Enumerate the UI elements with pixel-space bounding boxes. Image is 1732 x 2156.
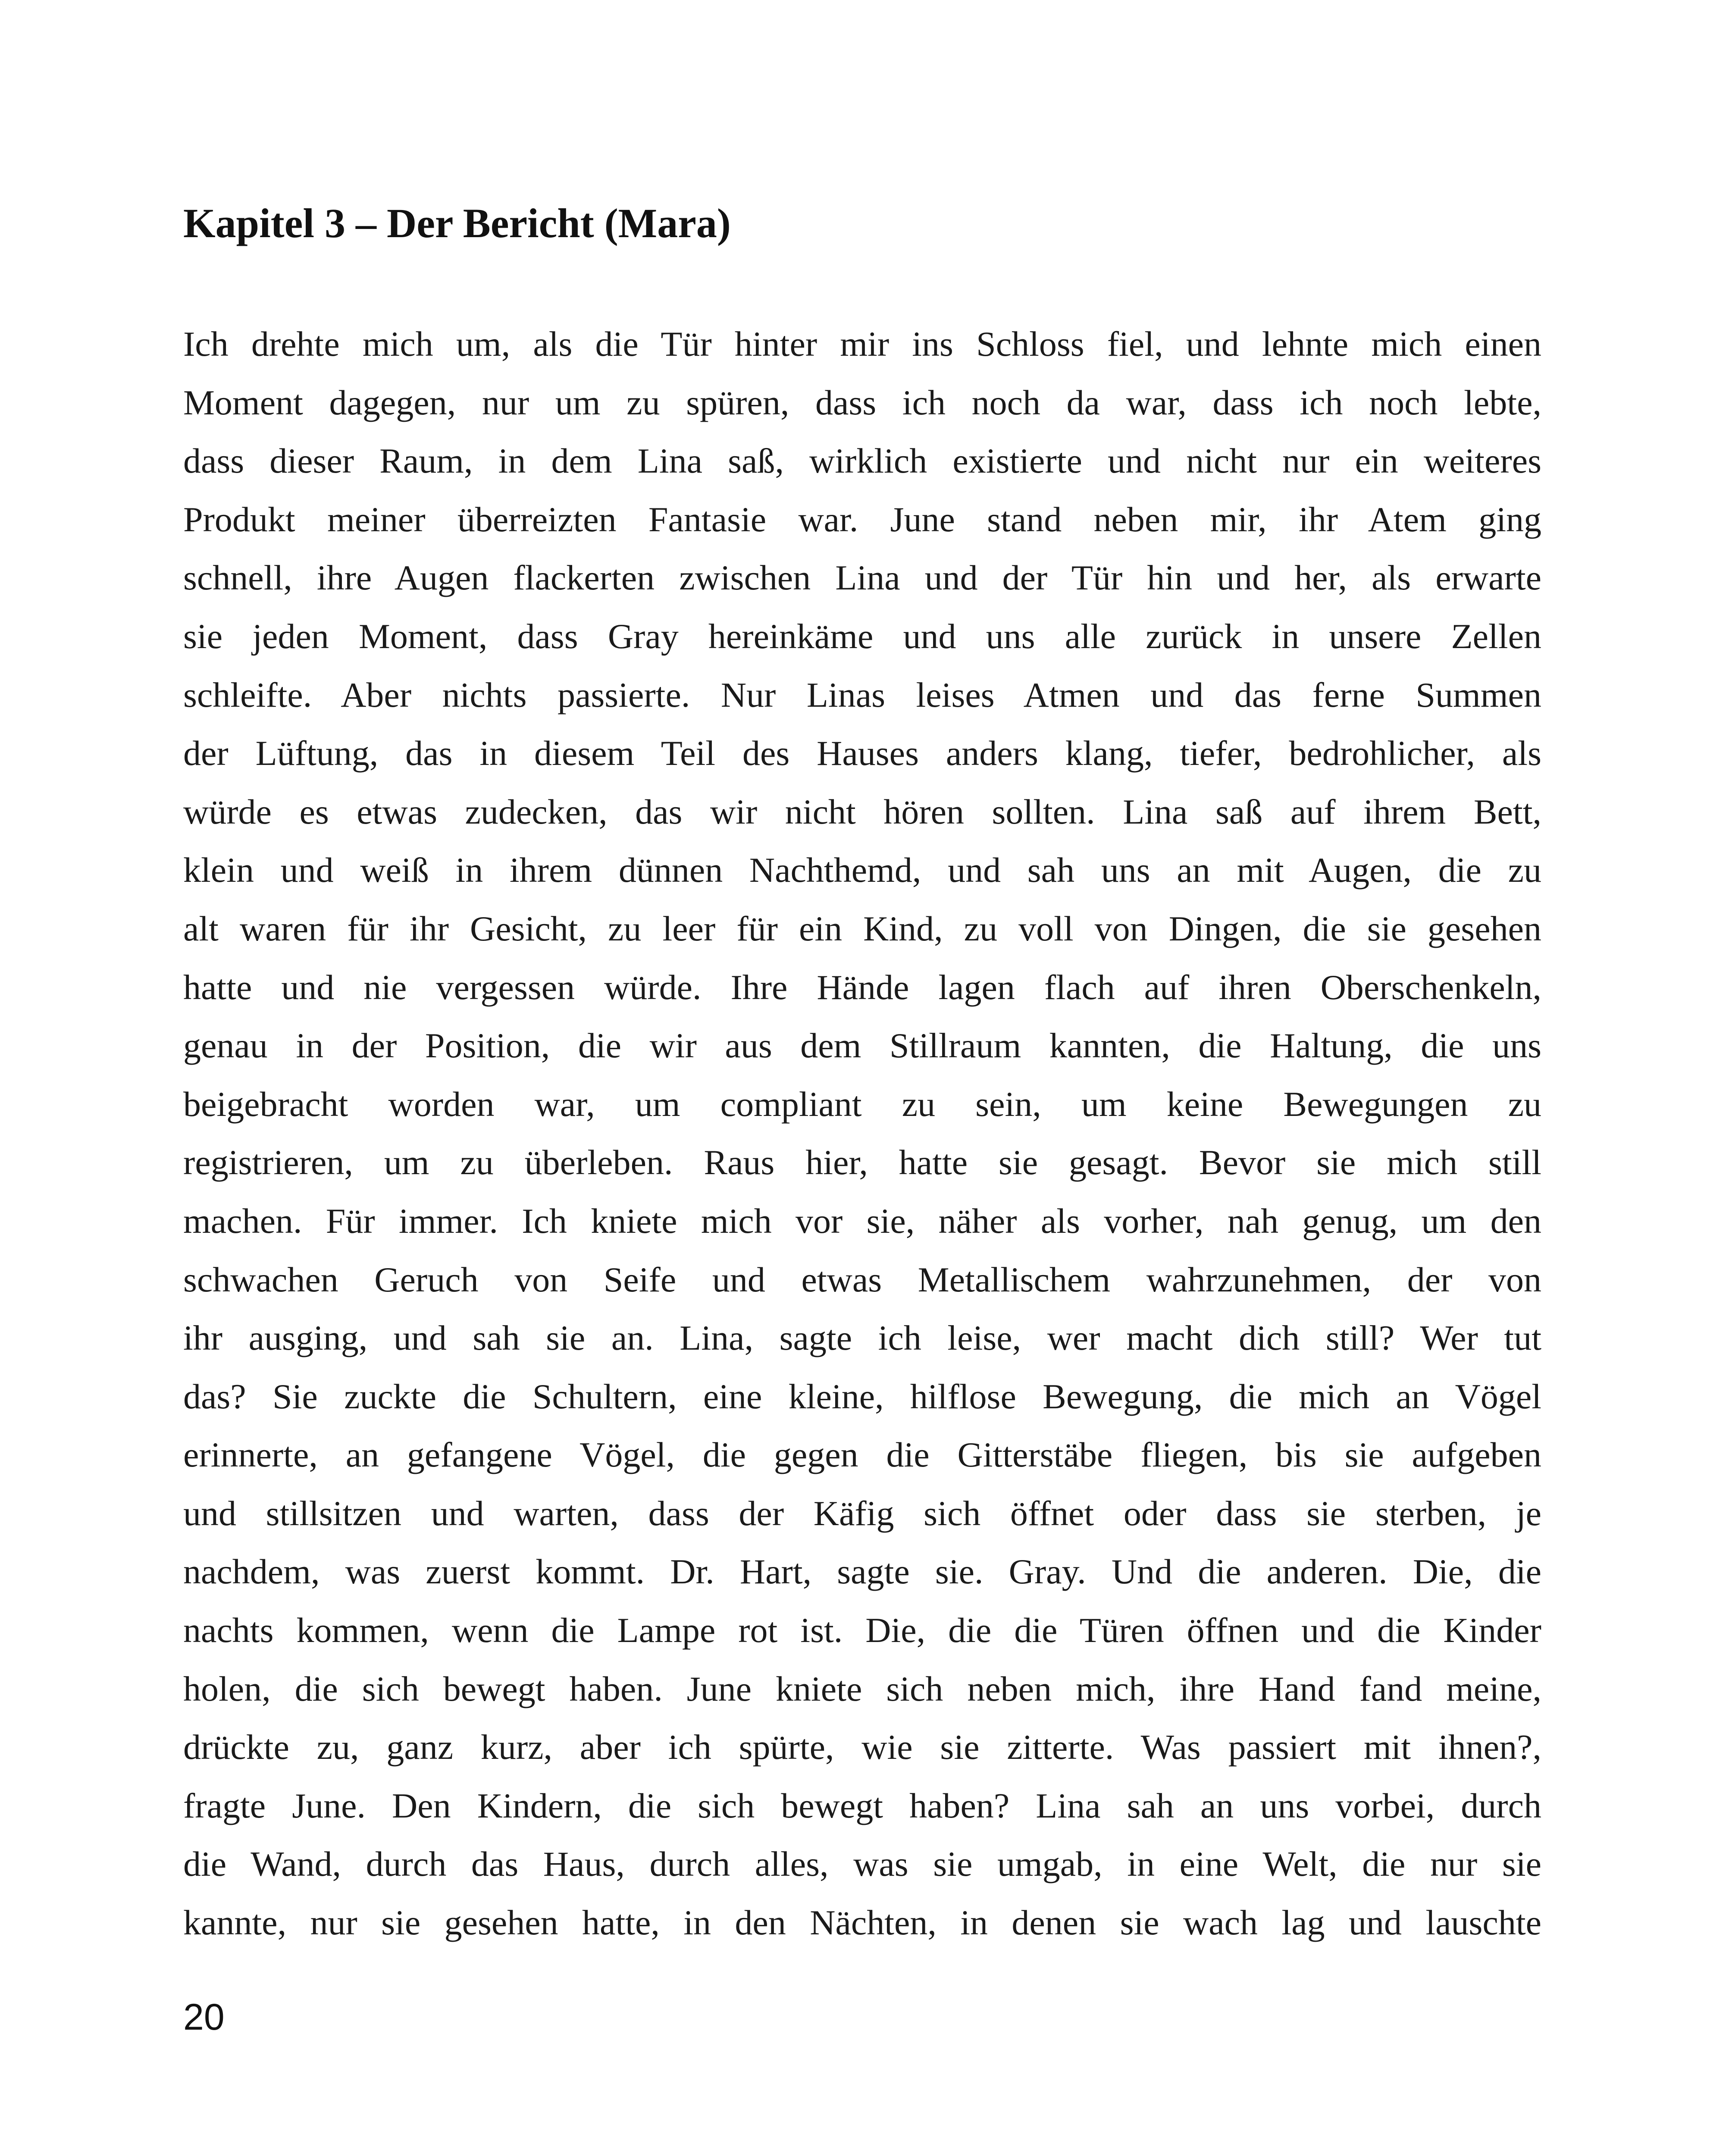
body-line: nachdem, was zuerst kommt. Dr. Hart, sagte sie. Gray. Und die anderen. Die, die <box>183 1552 1541 1592</box>
body-line: schleifte. Aber nichts passierte. Nur Linas leises Atmen und das ferne Summen <box>183 675 1541 714</box>
body-line: Moment dagegen, nur um zu spüren, dass ich noch da war, dass ich noch lebte, <box>183 382 1541 422</box>
page-number: 20 <box>183 1996 225 2038</box>
body-line: würde es etwas zudecken, das wir nicht hören sollten. Lina saß auf ihrem Bett, <box>183 792 1541 831</box>
body-line: registrieren, um zu überleben. Raus hier, hatte sie gesagt. Bevor sie mich still <box>183 1143 1541 1182</box>
body-line: Ich drehte mich um, als die Tür hinter mir ins Schloss fiel, und lehnte mich einen <box>183 324 1541 364</box>
body-line: klein und weiß in ihrem dünnen Nachthemd, und sah uns an mit Augen, die zu <box>183 850 1541 890</box>
body-line: alt waren für ihr Gesicht, zu leer für ein Kind, zu voll von Dingen, die sie gesehen <box>183 909 1541 948</box>
body-line: genau in der Position, die wir aus dem Stillraum kannten, die Haltung, die uns <box>183 1026 1541 1065</box>
body-line: fragte June. Den Kindern, die sich bewegt haben? Lina sah an uns vorbei, durch <box>183 1786 1541 1825</box>
body-line: das? Sie zuckte die Schultern, eine kleine, hilflose Bewegung, die mich an Vögel <box>183 1376 1541 1416</box>
body-line: machen. Für immer. Ich kniete mich vor sie, näher als vorher, nah genug, um den <box>183 1201 1541 1241</box>
body-line: die Wand, durch das Haus, durch alles, was sie umgab, in eine Welt, die nur sie <box>183 1844 1541 1884</box>
body-line: beigebracht worden war, um compliant zu sein, um keine Bewegungen zu <box>183 1084 1541 1124</box>
body-line: ihr ausging, und sah sie an. Lina, sagte ich leise, wer macht dich still? Wer tut <box>183 1318 1541 1358</box>
body-line: sie jeden Moment, dass Gray hereinkäme und uns alle zurück in unsere Zellen <box>183 616 1541 656</box>
body-line: dass dieser Raum, in dem Lina saß, wirklich existierte und nicht nur ein weiteres <box>183 441 1541 481</box>
body-line: Produkt meiner überreizten Fantasie war. June stand neben mir, ihr Atem ging <box>183 499 1541 539</box>
body-line: schnell, ihre Augen flackerten zwischen Lina und der Tür hin und her, als erwarte <box>183 558 1541 598</box>
body-line: drückte zu, ganz kurz, aber ich spürte, wie sie zitterte. Was passiert mit ihnen?, <box>183 1727 1541 1767</box>
body-line: holen, die sich bewegt haben. June kniete sich neben mich, ihre Hand fand meine, <box>183 1669 1541 1708</box>
body-line: und stillsitzen und warten, dass der Käfig sich öffnet oder dass sie sterben, je <box>183 1493 1541 1533</box>
body-line: hatte und nie vergessen würde. Ihre Hände lagen flach auf ihren Oberschenkeln, <box>183 967 1541 1007</box>
chapter-title: Kapitel 3 – Der Bericht (Mara) <box>183 200 731 246</box>
body-line: schwachen Geruch von Seife und etwas Metallischem wahrzunehmen, der von <box>183 1260 1541 1299</box>
body-line: erinnerte, an gefangene Vögel, die gegen die Gitterstäbe fliegen, bis sie aufgeben <box>183 1435 1541 1475</box>
body-line: der Lüftung, das in diesem Teil des Hauses anders klang, tiefer, bedrohlicher, als <box>183 733 1541 773</box>
body-line: kannte, nur sie gesehen hatte, in den Nächten, in denen sie wach lag und lauschte <box>183 1903 1541 1943</box>
body-text <box>183 315 1541 1952</box>
body-line: nachts kommen, wenn die Lampe rot ist. Die, die die Türen öffnen und die Kinder <box>183 1611 1541 1650</box>
